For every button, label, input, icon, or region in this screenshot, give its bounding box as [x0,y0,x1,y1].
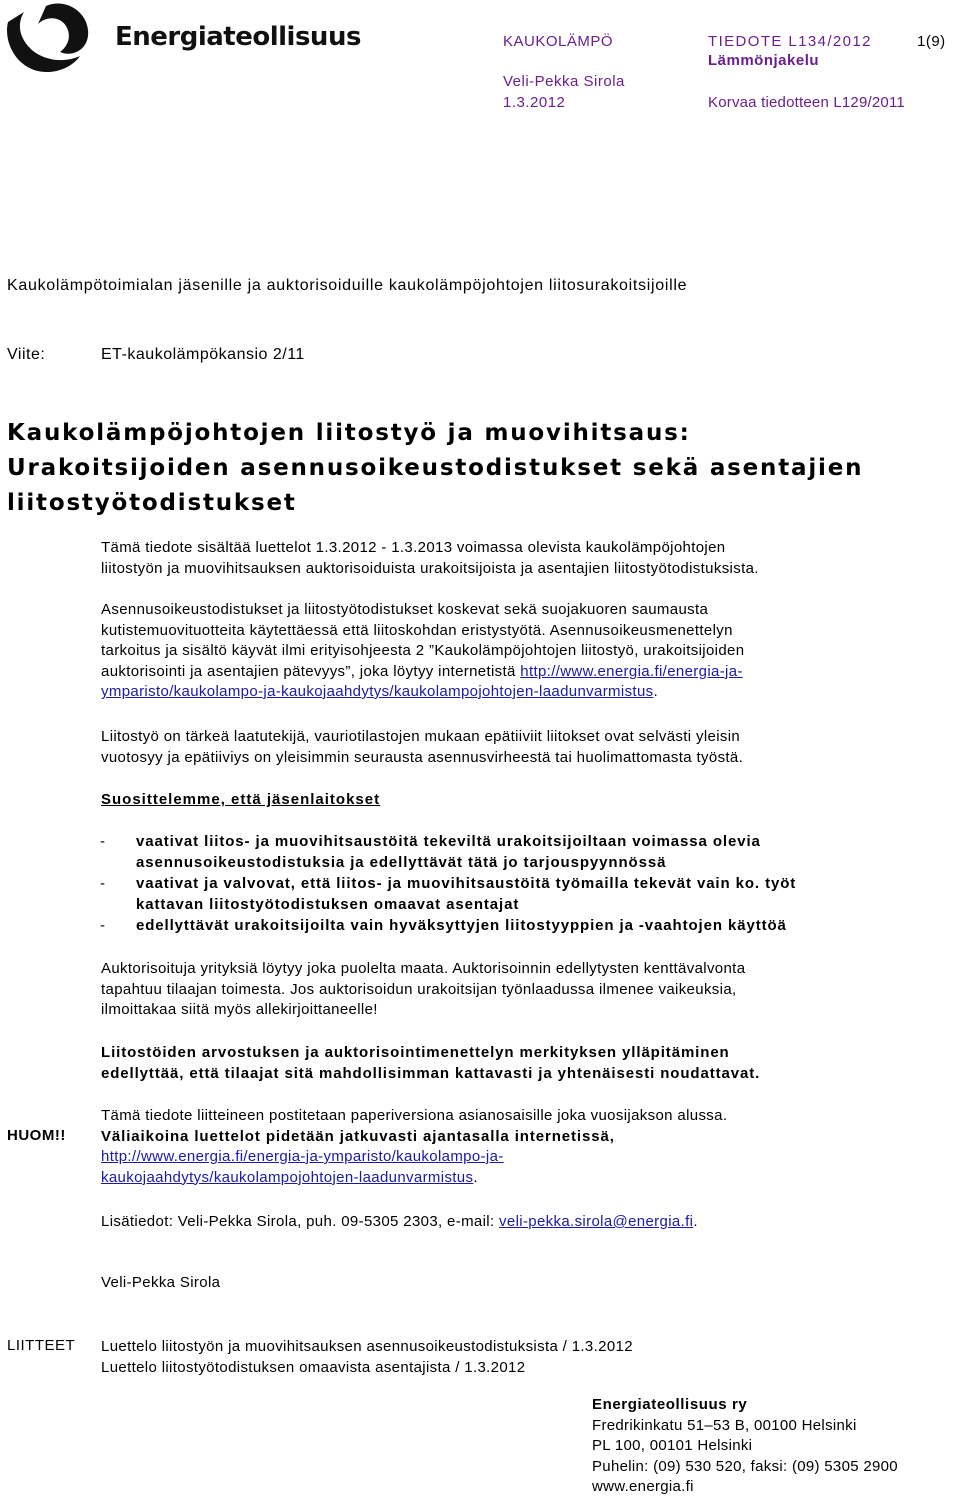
importance-paragraph [101,727,941,768]
bulletin-number: TIEDOTE L134/2012 [708,33,872,50]
list-dash: - [100,833,106,850]
list-dash: - [100,917,106,934]
replaces-note: Korvaa tiedotteen L129/2011 [708,94,905,111]
recommendation-item-line-2: kattavan liitostyötodistuksen omaavat asentajat [136,895,520,913]
title-line-2: Urakoitsijoiden asennusoikeustodistukset sekä asentajien [7,455,864,481]
attachments-list [101,1337,941,1378]
note-line-2: Väliaikoina luettelot pidetään jatkuvasti ajantasalla internetissä, [101,1127,615,1145]
lists-link-part-2[interactable]: kaukojaahdytys/kaukolampojohtojen-laadunvarmistus [101,1168,474,1186]
recommendation-item-line-1: edellyttävät urakoitsijoilta vain hyväksyttyjen liitostyyppien ja -vaahtojen käyttöä [136,917,787,934]
footer-phone: Puhelin: (09) 530 520, faksi: (09) 5305 2900 [592,1457,898,1475]
energiateollisuus-logo-icon [2,2,98,74]
intro-line-2: liitostyön ja muovihitsauksen auktorisoiduista urakoitsijoista ja asentajien liitostyötodistuksista. [101,559,759,577]
contact-line [101,1212,941,1233]
company-logo-text: Energiateollisuus [115,22,361,52]
guideline-link-part-1[interactable]: http://www.energia.fi/energia-ja- [520,662,743,680]
scope-line-4-text: auktorisointi ja asentajien pätevyys”, joka löytyy internetistä [101,662,521,680]
recipients-line: Kaukolämpötoimialan jäsenille ja auktorisoiduille kaukolämpöjohtojen liitosurakoitsijoille [7,277,688,294]
recommendation-heading: Suosittelemme, että jäsenlaitokset [101,791,381,808]
footer-org-name: Energiateollisuus ry [592,1396,748,1413]
intro-paragraph [101,538,941,579]
scope-paragraph [101,600,941,703]
attachment-item: Luettelo liitostyön ja muovihitsauksen asennusoikeustodistuksista / 1.3.2012 [101,1338,633,1355]
attachment-item: Luettelo liitostyötodistuksen omaavista asentajista / 1.3.2012 [101,1358,526,1376]
author-name: Veli-Pekka Sirola [503,73,625,90]
list-dash: - [100,875,106,892]
authorization-paragraph [101,959,941,1021]
signature-name: Veli-Pekka Sirola [101,1274,221,1291]
note-line-3 [101,1147,941,1168]
intro-line-1: Tämä tiedote sisältää luettelot 1.3.2012 - 1.3.2013 voimassa olevista kaukolämpöjohtojen [101,539,726,556]
attachments-label: LIITTEET [7,1337,76,1354]
reference-label: Viite: [7,346,46,363]
title-line-1: Kaukolämpöjohtojen liitostyö ja muovihitsaus: [7,420,691,446]
contact-text: Lisätiedot: Veli-Pekka Sirola, puh. 09-5305 2303, e-mail: [101,1213,500,1230]
contact-email-link[interactable]: veli-pekka.sirola@energia.fi [499,1213,694,1230]
title-line-3: liitostyötodistukset [7,490,297,516]
scope-period: . [653,683,659,700]
reference-value: ET-kaukolämpökansio 2/11 [101,346,305,363]
footer-address-block [592,1395,898,1498]
scope-line-4 [101,662,941,683]
note-period: . [473,1168,478,1186]
guideline-link-part-2[interactable]: ymparisto/kaukolampo-ja-kaukojaahdytys/kaukolampojohtojen-laadunvarmistus [101,683,654,700]
page-number: 1(9) [917,33,946,50]
recommendation-item [100,874,950,915]
lists-link-part-1[interactable]: http://www.energia.fi/energia-ja-ymparisto/kaukolampo-ja- [101,1148,504,1165]
importance-line-2: vuotosyy ja epätiiviys on yleisimmin seurausta asennusvirheestä tai huolimattomasta työstä. [101,748,744,766]
recommendation-item-line-1: vaativat ja valvovat, että liitos- ja muovihitsaustöitä työmailla tekevät vain ko. työt [136,875,797,892]
authorization-line-3: ilmoittakaa siitä myös allekirjoittaneelle! [101,1001,378,1018]
scope-line-3: tarkoitus ja sisältö käyvät ilmi erityisohjeesta 2 ”Kaukolämpöjohtojen liitostyö, urakoitsijoiden [101,642,745,659]
contact-period: . [693,1213,698,1230]
department-label: KAUKOLÄMPÖ [503,33,614,50]
appreciation-paragraph [101,1043,941,1084]
scope-line-5 [101,682,941,703]
importance-line-1: Liitostyö on tärkeä laatutekijä, vauriotilastojen mukaan epätiiviit liitokset ovat selvästi yleisin [101,728,741,745]
document-date: 1.3.2012 [503,94,566,111]
distribution-label: Lämmönjakelu [708,52,820,69]
note-line-4 [101,1168,941,1189]
note-paragraph [101,1106,941,1188]
scope-line-1: Asennusoikeustodistukset ja liitostyötodistukset koskevat sekä suojakuoren saumausta [101,601,709,618]
note-label: HUOM!! [7,1127,66,1144]
recommendation-item [100,916,950,937]
recommendation-item [100,832,950,873]
authorization-line-1: Auktorisoituja yrityksiä löytyy joka puolelta maata. Auktorisoinnin edellytysten kenttävalvonta [101,960,746,977]
note-line-1: Tämä tiedote liitteineen postitetaan paperiversiona asianosaisille joka vuosijakson alussa. [101,1107,728,1124]
appreciation-line-1: Liitostöiden arvostuksen ja auktorisointimenettelyn merkityksen ylläpitäminen [101,1044,730,1061]
footer-street-address: Fredrikinkatu 51–53 B, 00100 Helsinki [592,1416,857,1434]
document-title [7,416,863,521]
scope-line-2: kutistemuovituotteita käytettäessä että liitoskohdan eristystyötä. Asennusoikeusmenettelyn [101,621,733,639]
recommendation-item-line-1: vaativat liitos- ja muovihitsaustöitä tekeviltä urakoitsijoiltaan voimassa olevia [136,833,761,850]
recommendation-item-line-2: asennusoikeustodistuksia ja edellyttävät tätä jo tarjouspyynnössä [136,853,667,871]
footer-po-box: PL 100, 00101 Helsinki [592,1437,753,1454]
footer-website: www.energia.fi [592,1478,694,1495]
appreciation-line-2: edellyttää, että tilaajat sitä mahdollisimman kattavasti ja yhtenäisesti noudattavat. [101,1064,761,1082]
authorization-line-2: tapahtuu tilaajan toimesta. Jos auktorisoidun urakoitsijan työnlaadussa ilmenee vaikeuksia, [101,980,737,998]
